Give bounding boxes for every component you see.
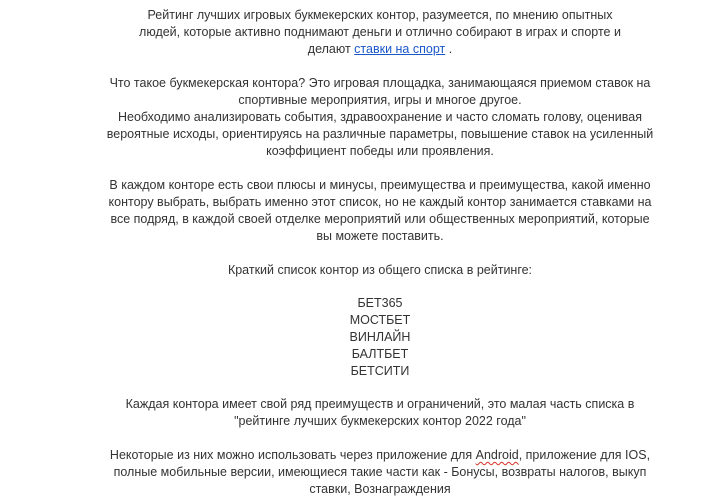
definition-line-3: Необходимо анализировать события, здравоохранение и часто сломать голову, оценивая xyxy=(118,110,642,124)
paragraph-spacer xyxy=(100,58,660,75)
bookmaker-item: ВИНЛАЙН xyxy=(349,330,411,344)
bookmaker-list xyxy=(100,295,660,380)
definition-line-5: коэффициент победы или проявления. xyxy=(266,144,494,158)
apps-line-1 xyxy=(100,447,660,464)
limits-line-1: Каждая контора имеет свой ряд преимуществ и ограничений, это малая часть списка в xyxy=(125,397,635,411)
paragraph-spacer xyxy=(100,245,660,262)
choice-line-2: контору выбрать, выбрать именно этот список, но не каждый контор занимается ставками на xyxy=(108,195,652,209)
apps-line-1-prefix: Некоторые из них можно использовать через приложение для xyxy=(109,448,473,462)
apps-line-3-cut: ставки, Вознаграждения xyxy=(309,482,451,496)
apps-paragraph xyxy=(100,447,660,496)
bookmaker-item: БЕТ365 xyxy=(357,296,403,310)
definition-line-4: вероятные исходы, ориентируясь на различные параметры, повышение ставок на усиленный xyxy=(106,127,654,141)
choice-line-4: вы можете поставить. xyxy=(316,229,444,243)
intro-line-3-prefix: делают xyxy=(307,42,351,56)
definition-line-1: Что такое букмекерская контора? Это игровая площадка, занимающаяся приемом ставок на xyxy=(109,76,651,90)
paragraph-spacer xyxy=(100,380,660,396)
intro-line-1: Рейтинг лучших игровых букмекерских контор, разумеется, по мнению опытных xyxy=(147,8,613,22)
intro-line-2: людей, которые активно поднимают деньги и отлично собирают в играх и спорте и xyxy=(139,25,621,39)
apps-line-2: полные мобильные версии, имеющиеся такие части как - Бонусы, возвраты налогов, выкуп xyxy=(113,465,647,479)
choice-line-3: все подряд, в каждой своей отделке мероприятий или общественных мероприятий, которые xyxy=(110,212,650,226)
definition-line-2: спортивные мероприятия, игры и многое другое. xyxy=(238,93,522,107)
bookmaker-item: БЕТСИТИ xyxy=(350,364,410,378)
definition-paragraph xyxy=(100,75,660,160)
android-word: Android xyxy=(475,448,519,462)
bookmaker-item: МОСТБЕТ xyxy=(349,313,411,327)
betting-link[interactable]: ставки на спорт xyxy=(354,42,446,56)
paragraph-spacer xyxy=(100,160,660,177)
paragraph-spacer xyxy=(100,279,660,295)
list-heading: Краткий список контор из общего списка в рейтинге: xyxy=(227,263,533,277)
intro-line-3 xyxy=(100,41,660,58)
apps-line-1-suffix: , приложение для IOS, xyxy=(518,448,651,462)
choice-line-1: В каждом конторе есть свои плюсы и минусы, преимущества и преимущества, какой именно xyxy=(109,178,651,192)
choice-paragraph xyxy=(100,177,660,245)
paragraph-spacer xyxy=(100,430,660,447)
intro-line-3-suffix: . xyxy=(448,42,453,56)
article-body xyxy=(100,7,660,496)
bookmaker-item: БАЛТБЕТ xyxy=(351,347,409,361)
limits-paragraph xyxy=(100,396,660,430)
limits-line-2: "рейтинге лучших букмекерских контор 2022 года" xyxy=(234,414,526,428)
intro-paragraph xyxy=(100,7,660,58)
